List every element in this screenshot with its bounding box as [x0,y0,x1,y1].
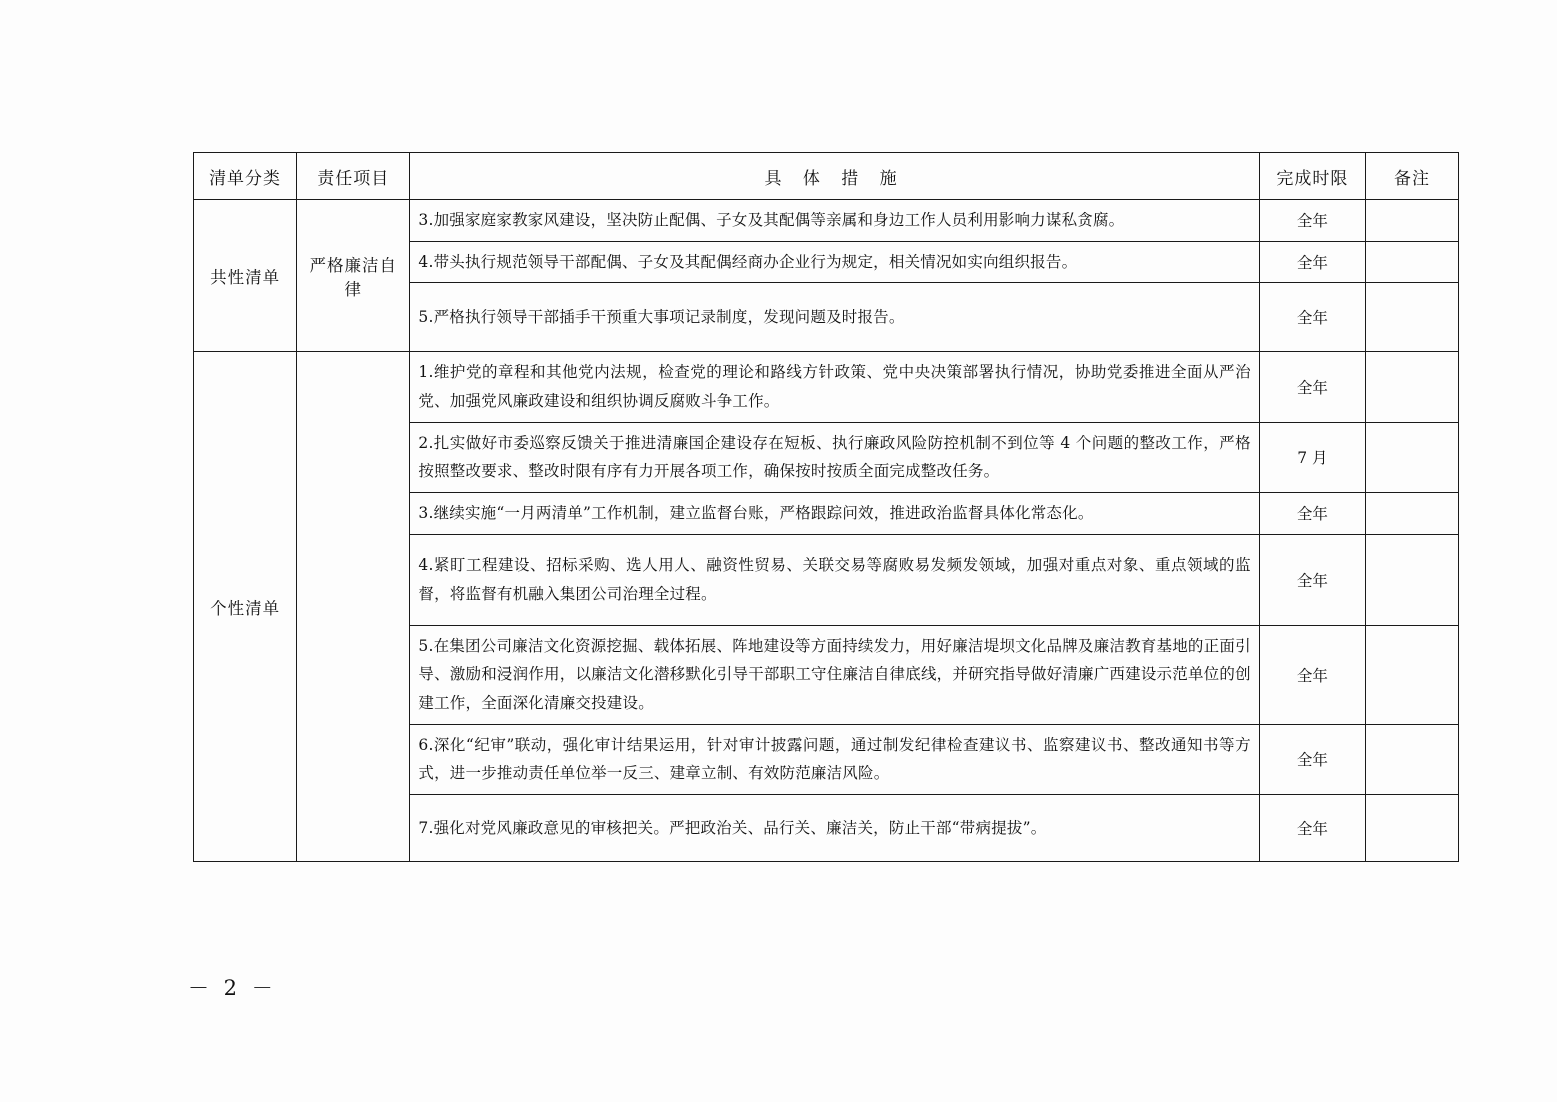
measure-text: 2.扎实做好市委巡察反馈关于推进清廉国企建设存在短板、执行廉政风险防控机制不到位等 4 个问题的整改工作，严格按照整改要求、整改时限有序有力开展各项工作，确保按时按质全面完成整改任务。 [410,422,1259,492]
deadline-text: 全年 [1259,534,1365,625]
measure-text: 4.带头执行规范领导干部配偶、子女及其配偶经商办企业行为规定，相关情况如实向组织报告。 [410,241,1259,283]
header-responsibility-item: 责任项目 [297,153,410,200]
table-row [194,200,1459,242]
measure-text: 5.严格执行领导干部插手干预重大事项记录制度，发现问题及时报告。 [410,283,1259,352]
table-header-row [194,153,1459,200]
table-header [194,153,1459,200]
header-category: 清单分类 [194,153,297,200]
header-measures: 具 体 措 施 [410,153,1259,200]
deadline-text: 全年 [1259,795,1365,862]
deadline-text: 全年 [1259,352,1365,422]
group-item-strict-self-discipline: 严格廉洁自律 [297,200,410,352]
deadline-text: 全年 [1259,283,1365,352]
group-item-individual [297,352,410,862]
remark-text [1365,534,1458,625]
measure-text: 1.维护党的章程和其他党内法规，检查党的理论和路线方针政策、党中央决策部署执行情况，协助党委推进全面从严治党、加强党风廉政建设和组织协调反腐败斗争工作。 [410,352,1259,422]
measure-text: 7.强化对党风廉政意见的审核把关。严把政治关、品行关、廉洁关，防止干部“带病提拔”。 [410,795,1259,862]
measure-text: 6.深化“纪审”联动，强化审计结果运用，针对审计披露问题，通过制发纪律检查建议书、监察建议书、整改通知书等方式，进一步推动责任单位举一反三、建章立制、有效防范廉洁风险。 [410,724,1259,794]
remark-text [1365,241,1458,283]
remark-text [1365,493,1458,535]
remark-text [1365,795,1458,862]
measure-text: 4.紧盯工程建设、招标采购、选人用人、融资性贸易、关联交易等腐败易发频发领域，加强对重点对象、重点领域的监督，将监督有机融入集团公司治理全过程。 [410,534,1259,625]
remark-text [1365,625,1458,724]
remark-text [1365,283,1458,352]
deadline-text: 7 月 [1259,422,1365,492]
remark-text [1365,352,1458,422]
measure-text: 3.加强家庭家教家风建设，坚决防止配偶、子女及其配偶等亲属和身边工作人员利用影响力谋私贪腐。 [410,200,1259,242]
responsibility-list-table [193,152,1459,862]
remark-text [1365,724,1458,794]
remark-text [1365,422,1458,492]
table-body [194,200,1459,862]
deadline-text: 全年 [1259,493,1365,535]
deadline-text: 全年 [1259,200,1365,242]
group-category-common: 共性清单 [194,200,297,352]
group-category-individual: 个性清单 [194,352,297,862]
deadline-text: 全年 [1259,241,1365,283]
page-number: － 2 － [188,976,277,1000]
deadline-text: 全年 [1259,625,1365,724]
measure-text: 3.继续实施“一月两清单”工作机制，建立监督台账，严格跟踪问效，推进政治监督具体化常态化。 [410,493,1259,535]
table-row [194,352,1459,422]
header-deadline: 完成时限 [1259,153,1365,200]
remark-text [1365,200,1458,242]
measure-text: 5.在集团公司廉洁文化资源挖掘、载体拓展、阵地建设等方面持续发力，用好廉洁堤坝文化品牌及廉洁教育基地的正面引导、激励和浸润作用，以廉洁文化潜移默化引导干部职工守住廉洁自律底线，并研究指导做好清廉广西建设示范单位的创建工作，全面深化清廉交投建设。 [410,625,1259,724]
header-remark: 备注 [1365,153,1458,200]
deadline-text: 全年 [1259,724,1365,794]
